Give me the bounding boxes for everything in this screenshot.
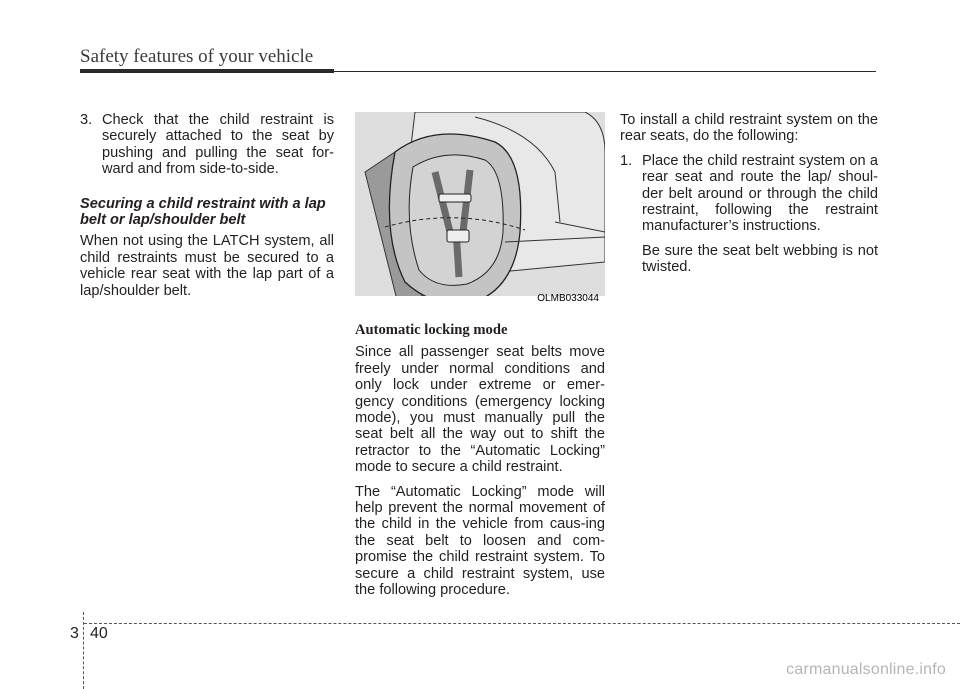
step-1	[620, 153, 878, 235]
column-right	[620, 112, 878, 284]
child-seat-drawing	[355, 112, 605, 310]
step-3	[80, 112, 334, 178]
page-number: 40	[90, 625, 108, 642]
page-header-title: Safety features of your vehicle	[80, 46, 314, 67]
heading-automatic-locking: Automatic locking mode	[355, 322, 508, 338]
figure-code: OLMB033044	[537, 292, 599, 304]
step-3-number: 3.	[80, 112, 93, 128]
site-watermark: carmanualsonline.info	[786, 661, 946, 678]
step-1-text: Place the child restraint system on a rear seat and route the lap/ shoul-der belt around or through the child restraint, following the restraint manufacturer’s instructions.	[642, 152, 878, 235]
step-3-text: Check that the child restraint is securely attached to the seat by pushing and pulling the seat for-ward and from side-to-side.	[102, 112, 334, 178]
header-rule-thick	[80, 69, 334, 73]
step-1-number: 1.	[620, 152, 633, 169]
footer-divider	[83, 612, 84, 689]
automatic-locking-para-1: Since all passenger seat belts move freely under normal conditions and only lock under extreme or emer-gency conditions (emergency locking mode), you must manually pull the seat belt all the way out to shift the retractor to the “Automatic Locking” mode to secure a child restraint.	[355, 344, 605, 476]
install-intro: To install a child restraint system on the rear seats, do the following:	[620, 112, 878, 145]
automatic-locking-para-2: The “Automatic Locking” mode will help prevent the normal movement of the child in the vehicle from caus-ing the seat belt to loosen and com-promise the child restraint system. To secure a child restraint system, use the following procedure.	[355, 483, 605, 599]
header-rule-thin	[334, 71, 876, 72]
column-left	[80, 112, 334, 307]
child-seat-illustration	[355, 112, 605, 310]
footer-rule	[84, 623, 960, 624]
latch-paragraph: When not using the LATCH system, all child restraints must be secured to a vehicle rear seat with the lap part of a lap/shoulder belt.	[80, 233, 334, 299]
column-middle	[355, 112, 605, 607]
section-number: 3	[70, 625, 79, 642]
webbing-note: Be sure the seat belt webbing is not twisted.	[642, 242, 878, 276]
subheading-lap-belt: Securing a child restraint with a lap belt or lap/shoulder belt	[80, 195, 326, 229]
